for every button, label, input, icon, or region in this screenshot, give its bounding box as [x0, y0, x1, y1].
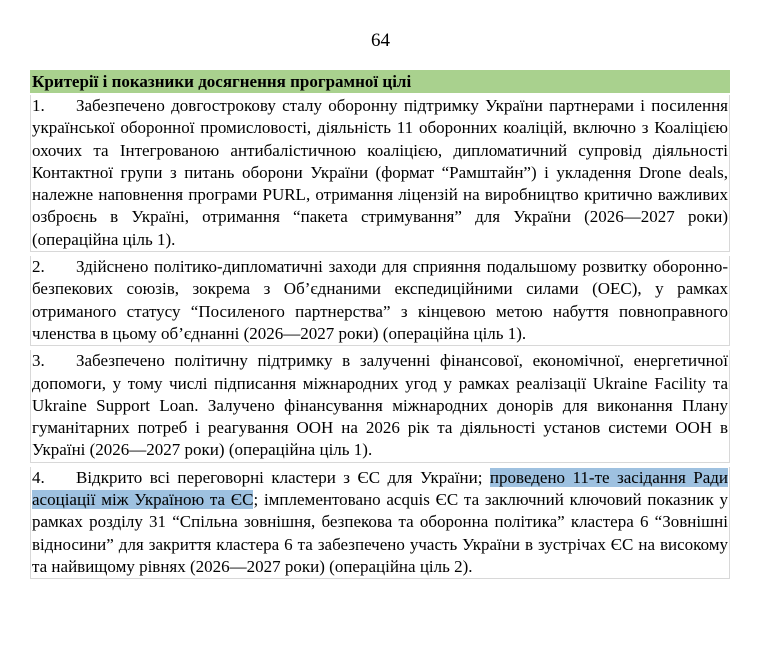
item-text[interactable]: Здійснено політико-дипломатичні заходи для сприяння подальшому розвитку оборонно-безпекових союзів, зокрема з Об’єднаними експедиційними силами (ОЕС), у рамках отриманого статусу “Посиленого партнерства” з кінцевою метою набуття повноправного членства в цьому об’єднанні (2026—2027 роки) (операційна ціль 1).	[32, 257, 728, 343]
selected-text-highlight[interactable]: проведено 11-те засідання Ради асоціації між Україною та ЄС	[32, 467, 728, 510]
item-text[interactable]: Забезпечено довгострокову сталу оборонну підтримку України партнерами і посилення української оборонної промисловості, діяльність 11 оборонних коаліцій, включно з Коаліцією охочих та Інтегрованою антибалістичною коаліцією, дипломатичний супровід діяльності Контактної групи з питань оборони України (формат “Рамштайн”) і укладення Drone deals, належне наповнення програми PURL, отримання ліцензій на виробництво критично важливих озброєнь в Україні, отримання “пакета стримування” для України (2026—2027 роки) (операційна ціль 1).	[32, 96, 728, 249]
item-number: 1.	[32, 96, 45, 115]
item-text[interactable]: Забезпечено політичну підтримку в залученні фінансової, економічної, енергетичної допомоги, у тому числі підписання міжнародних угод у рамках реалізації Ukraine Facility та Ukraine Support Loan. Залучено фінансування міжнародних донорів для виконання Плану гуманітарних потреб і реагування ООН на 2026 рік та діяльності установ системи ООН в Україні (2026—2027 роки) (операційна ціль 1).	[32, 351, 728, 460]
section-heading: Критерії і показники досягнення програмної цілі	[30, 70, 730, 93]
item-text-after[interactable]: ; імплементовано acquis ЄС та заключний ключовий показник у рамках розділу 31 “Спільна зовнішня, безпекова та оборонна політика” кластера 6 “Зовнішні відносини” для закриття кластера 6 та забезпечено участь України в зустрічах ЄС на високому та найвищому рівнях (2026—2027 роки) (операційна ціль 2).	[32, 490, 728, 576]
criterion-item-1	[30, 95, 730, 252]
document-body	[30, 70, 730, 583]
criterion-item-4	[30, 467, 730, 579]
criterion-item-3	[30, 350, 730, 462]
item-number: 3.	[32, 351, 45, 371]
item-number: 2.	[32, 257, 45, 277]
page-number: 64	[371, 30, 390, 51]
criterion-item-2	[30, 256, 730, 346]
item-text-before[interactable]: Відкрито всі переговорні кластери з ЄС для України;	[76, 467, 490, 487]
item-number: 4.	[32, 467, 45, 487]
